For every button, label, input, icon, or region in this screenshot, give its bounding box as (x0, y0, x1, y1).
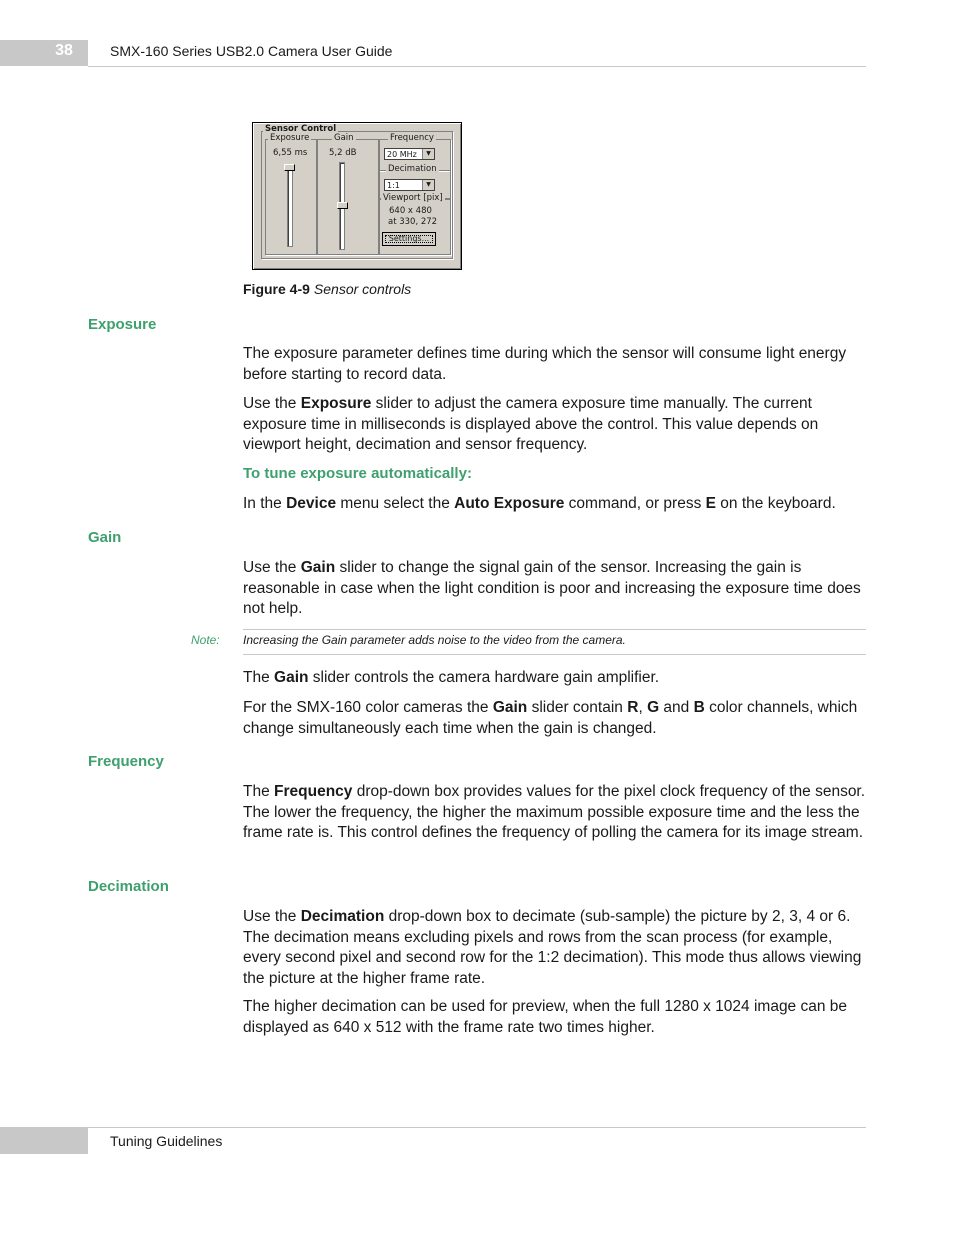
gain-slider-thumb[interactable] (337, 202, 348, 209)
document-title: SMX-160 Series USB2.0 Camera User Guide (110, 43, 393, 59)
gain-value: 5,2 dB (329, 148, 357, 158)
exposure-slider-track[interactable] (287, 165, 293, 247)
sensor-control-dialog (252, 122, 462, 270)
frequency-select[interactable] (384, 148, 435, 160)
decimation-heading: Decimation (88, 878, 169, 895)
decimation-paragraph-1: Use the Decimation drop-down box to decimate (sub-sample) the picture by 2, 3, 4 or 6. The decimation means excluding pixels and rows from the scan process (for example, every second pixel and second row for the 1:2 decimation). This mode thus allows viewing the picture at the higher frame rate. (243, 908, 862, 987)
figure-number: Figure 4-9 (243, 281, 310, 297)
decimation-selected: 1:1 (387, 181, 400, 190)
note-top-rule (243, 629, 866, 630)
exposure-label: Exposure (270, 133, 310, 143)
note-bottom-rule (243, 654, 866, 655)
frequency-label: Frequency (390, 133, 434, 143)
viewport-label: Viewport [pix] (383, 193, 443, 203)
figure-caption-text: Sensor controls (313, 281, 412, 297)
footer-tab (0, 1127, 88, 1154)
settings-button[interactable]: Settings... (382, 232, 436, 246)
exposure-subheading: To tune exposure automatically: (243, 465, 472, 482)
gain-heading: Gain (88, 529, 122, 546)
exposure-heading: Exposure (88, 316, 157, 333)
exposure-value: 6,55 ms (273, 148, 308, 158)
frequency-heading: Frequency (88, 753, 164, 770)
exposure-paragraph-2: Use the Exposure slider to adjust the camera exposure time manually. The current exposure time in milliseconds is displayed above the control. This value depends on viewport height, decimation and sensor frequency. (243, 395, 819, 453)
decimation-label: Decimation (388, 164, 437, 174)
exposure-paragraph-1: The exposure parameter defines time during which the sensor will consume light energy before starting to record data. (243, 345, 847, 383)
exposure-paragraph-3: In the Device menu select the Auto Exposure command, or press E on the keyboard. (243, 495, 836, 512)
frequency-selected: 20 MHz (387, 150, 417, 159)
viewport-size: 640 x 480 (389, 206, 432, 216)
page-number: 38 (55, 42, 73, 59)
header-rule (88, 66, 866, 67)
decimation-select[interactable] (384, 179, 435, 191)
gain-paragraph-3: For the SMX-160 color cameras the Gain slider contain R, G and B color channels, which change simultaneously each time when the gain is changed. (243, 699, 858, 737)
frequency-paragraph: The Frequency drop-down box provides values for the pixel clock frequency of the sensor. The lower the frequency, the higher the maximum possible exposure time and the less the frame rate is. This control defines the frequency of polling the camera for its image stream. (243, 783, 866, 841)
footer-section-title: Tuning Guidelines (110, 1133, 223, 1149)
chevron-down-icon[interactable]: ▼ (422, 180, 434, 190)
note-text: Increasing the Gain parameter adds noise to the video from the camera. (243, 633, 626, 647)
exposure-slider-thumb[interactable] (284, 164, 295, 171)
gain-paragraph-2: The Gain slider controls the camera hardware gain amplifier. (243, 669, 660, 686)
gain-paragraph-1: Use the Gain slider to change the signal gain of the sensor. Increasing the gain is reasonable in case when the light condition is poor and increasing the exposure time does not help. (243, 559, 861, 617)
figure-caption (243, 281, 411, 297)
note-label: Note: (191, 633, 220, 647)
decimation-paragraph-2: The higher decimation can be used for preview, when the full 1280 x 1024 image can be displayed as 640 x 512 with the frame rate two times higher. (243, 998, 848, 1036)
sensor-control-title: Sensor Control (265, 124, 337, 134)
footer-rule (88, 1127, 866, 1128)
chevron-down-icon[interactable]: ▼ (422, 149, 434, 159)
gain-label: Gain (334, 133, 354, 143)
viewport-position: at 330, 272 (388, 217, 438, 227)
